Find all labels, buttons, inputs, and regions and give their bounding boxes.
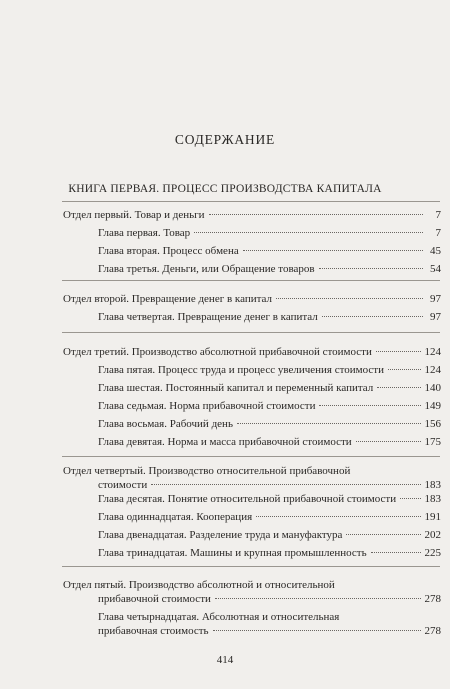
- toc-entry-chapter-1[interactable]: [98, 226, 441, 240]
- toc-entry-chapter-9[interactable]: [98, 435, 441, 449]
- leader-dots: [151, 484, 420, 485]
- leader-dots: [346, 534, 420, 535]
- toc-entry-text: Глава пятая. Процесс труда и процесс увеличения стоимости: [98, 364, 384, 376]
- leader-dots: [356, 441, 421, 442]
- toc-entry-chapter-12[interactable]: [98, 528, 441, 542]
- toc-entry-page: 175: [424, 436, 441, 448]
- contents-heading: СОДЕРЖАНИЕ: [174, 132, 276, 147]
- toc-entry-text: Глава тринадцатая. Машины и крупная промышленность: [98, 547, 367, 559]
- toc-entry-page: 156: [424, 418, 441, 430]
- toc-entry-page: 54: [430, 263, 441, 275]
- toc-entry-text-cont: прибавочной стоимости: [98, 593, 211, 605]
- toc-entry-page: 225: [424, 547, 441, 559]
- toc-entry-page: 124: [424, 364, 441, 376]
- leader-dots: [276, 298, 423, 299]
- title-rule: [62, 201, 440, 202]
- toc-entry-page: 140: [424, 382, 441, 394]
- toc-entry-text: Отдел второй. Превращение денег в капитал: [63, 293, 273, 305]
- toc-entry-part-2[interactable]: [63, 292, 441, 306]
- section-rule: [62, 456, 440, 457]
- leader-dots: [322, 316, 423, 317]
- toc-entry-page: 45: [430, 245, 441, 257]
- toc-entry-page: 202: [424, 529, 441, 541]
- toc-entry-text: Глава первая. Товар: [98, 227, 191, 239]
- toc-entry-page: 124: [424, 346, 441, 358]
- section-rule: [62, 566, 440, 567]
- leader-dots: [371, 552, 421, 553]
- toc-entry-text: Глава двенадцатая. Разделение труда и мануфактура: [98, 529, 343, 541]
- toc-entry-chapter-8[interactable]: [98, 417, 441, 431]
- toc-entry-page: 278: [424, 593, 441, 605]
- leader-dots: [319, 268, 423, 269]
- toc-entry-chapter-2[interactable]: [98, 244, 441, 258]
- toc-entry-page: 191: [424, 511, 441, 523]
- toc-entry-chapter-5[interactable]: [98, 363, 441, 377]
- toc-entry-chapter-10[interactable]: [98, 492, 441, 506]
- toc-entry-text: Глава одиннадцатая. Кооперация: [98, 511, 253, 523]
- section-rule: [62, 332, 440, 333]
- toc-entry-text: Глава четырнадцатая. Абсолютная и относительная: [98, 611, 340, 623]
- toc-entry-chapter-13[interactable]: [98, 546, 441, 560]
- toc-entry-text: Глава седьмая. Норма прибавочной стоимости: [98, 400, 316, 412]
- toc-entry-part-1[interactable]: [63, 208, 441, 222]
- toc-entry-text-cont: прибавочная стоимость: [98, 625, 209, 637]
- leader-dots: [209, 214, 423, 215]
- leader-dots: [215, 598, 421, 599]
- toc-entry-chapter-11[interactable]: [98, 510, 441, 524]
- leader-dots: [194, 232, 423, 233]
- toc-entry-chapter-4[interactable]: [98, 310, 441, 324]
- toc-entry-text: Глава девятая. Норма и масса прибавочной стоимости: [98, 436, 352, 448]
- toc-entry-page: 7: [435, 209, 441, 221]
- toc-entry-page: 149: [424, 400, 441, 412]
- toc-entry-page: 278: [424, 625, 441, 637]
- toc-entry-text: Отдел первый. Товар и деньги: [63, 209, 205, 221]
- toc-entry-text: Отдел пятый. Производство абсолютной и относительной: [63, 579, 335, 591]
- toc-entry-chapter-14[interactable]: [98, 610, 441, 638]
- toc-entry-part-5[interactable]: [63, 578, 441, 606]
- leader-dots: [243, 250, 423, 251]
- section-rule: [62, 280, 440, 281]
- toc-entry-text: Глава третья. Деньги, или Обращение товаров: [98, 263, 315, 275]
- toc-entry-page: 97: [430, 293, 441, 305]
- toc-entry-text: Глава четвертая. Превращение денег в капитал: [98, 311, 318, 323]
- toc-entry-part-3[interactable]: [63, 345, 441, 359]
- toc-entry-part-4[interactable]: [63, 464, 441, 492]
- toc-entry-chapter-7[interactable]: [98, 399, 441, 413]
- toc-entry-page: 97: [430, 311, 441, 323]
- toc-entry-chapter-6[interactable]: [98, 381, 441, 395]
- leader-dots: [213, 630, 421, 631]
- leader-dots: [319, 405, 420, 406]
- toc-entry-page: 183: [424, 479, 441, 491]
- toc-entry-text: Глава десятая. Понятие относительной прибавочной стоимости: [98, 493, 397, 505]
- leader-dots: [237, 423, 421, 424]
- toc-entry-chapter-3[interactable]: [98, 262, 441, 276]
- toc-entry-text-cont: стоимости: [98, 479, 148, 491]
- toc-entry-page: 7: [435, 227, 441, 239]
- toc-entry-text: Глава восьмая. Рабочий день: [98, 418, 233, 430]
- toc-entry-page: 183: [424, 493, 441, 505]
- leader-dots: [377, 387, 420, 388]
- toc-entry-text: Отдел четвертый. Производство относительной прибавочной: [63, 465, 351, 477]
- leader-dots: [388, 369, 421, 370]
- toc-entry-text: Глава вторая. Процесс обмена: [98, 245, 239, 257]
- toc-entry-text: Глава шестая. Постоянный капитал и переменный капитал: [98, 382, 374, 394]
- toc-entry-text: Отдел третий. Производство абсолютной прибавочной стоимости: [63, 346, 372, 358]
- leader-dots: [400, 498, 420, 499]
- book-title: КНИГА ПЕРВАЯ. ПРОЦЕСС ПРОИЗВОДСТВА КАПИТАЛА: [68, 183, 382, 195]
- leader-dots: [256, 516, 420, 517]
- leader-dots: [376, 351, 421, 352]
- page-number: 414: [216, 654, 234, 666]
